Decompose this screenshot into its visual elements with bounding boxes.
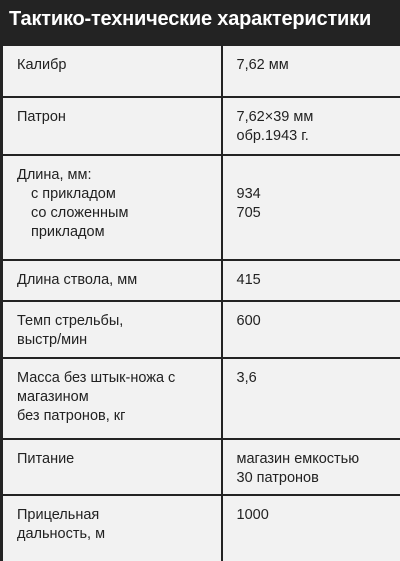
table-row xyxy=(2,155,400,260)
spec-value-line: 1000 xyxy=(236,507,269,523)
spec-label-cell xyxy=(2,495,222,561)
spec-value-cell xyxy=(222,439,400,495)
spec-value-line: 3,6 xyxy=(236,370,257,386)
spec-value-line: 705 xyxy=(236,205,261,221)
spec-label-cell xyxy=(2,260,222,301)
spec-value-line: обр.1943 г. xyxy=(236,128,309,144)
spec-value-cell xyxy=(222,155,400,260)
spec-value-cell xyxy=(222,45,400,97)
spec-value-cell xyxy=(222,97,400,155)
spec-label-line: Прицельная xyxy=(17,507,100,523)
spec-label-line: Масса без штык-ножа с xyxy=(17,370,176,386)
spec-label-line: Патрон xyxy=(17,109,66,125)
specs-table xyxy=(0,44,400,561)
spec-label-line: магазином xyxy=(17,389,89,405)
spec-value-line: магазин емкостью xyxy=(236,451,360,467)
spec-label-cell xyxy=(2,301,222,358)
spec-value-cell xyxy=(222,495,400,561)
spec-label-line: выстр/мин xyxy=(17,332,88,348)
spec-value-line: 934 xyxy=(236,186,261,202)
spec-value-cell xyxy=(222,358,400,439)
table-row xyxy=(2,439,400,495)
spec-label-line: Темп стрельбы, xyxy=(17,313,124,329)
spec-label-line: прикладом xyxy=(31,224,105,240)
spec-value-line: 7,62×39 мм xyxy=(236,109,314,125)
spec-label-line: с прикладом xyxy=(31,186,116,202)
table-row xyxy=(2,97,400,155)
spec-label-line: Длина ствола, мм xyxy=(17,272,138,288)
spec-value-line xyxy=(237,166,393,185)
spec-label-line: Длина, мм: xyxy=(17,167,92,183)
spec-label-cell xyxy=(2,45,222,97)
spec-label-line: со сложенным xyxy=(31,205,129,221)
table-row xyxy=(2,495,400,561)
spec-label-cell xyxy=(2,97,222,155)
spec-value-line: 600 xyxy=(236,313,261,329)
spec-value-line: 7,62 мм xyxy=(236,57,289,73)
specs-table-body xyxy=(2,45,400,561)
spec-value-cell xyxy=(222,260,400,301)
spec-label-cell xyxy=(2,439,222,495)
table-row xyxy=(2,358,400,439)
table-title: Тактико-технические характеристики xyxy=(0,0,400,44)
spec-label-cell xyxy=(2,155,222,260)
table-row xyxy=(2,301,400,358)
spec-value-line: 30 патронов xyxy=(236,470,319,486)
spec-label-line: Калибр xyxy=(17,57,67,73)
spec-label-cell xyxy=(2,358,222,439)
spec-label-line: без патронов, кг xyxy=(17,408,126,424)
spec-value-line: 415 xyxy=(236,272,261,288)
spec-label-line: Питание xyxy=(17,451,75,467)
table-row xyxy=(2,45,400,97)
spec-label-line: дальность, м xyxy=(17,526,106,542)
table-row xyxy=(2,260,400,301)
spec-value-cell xyxy=(222,301,400,358)
